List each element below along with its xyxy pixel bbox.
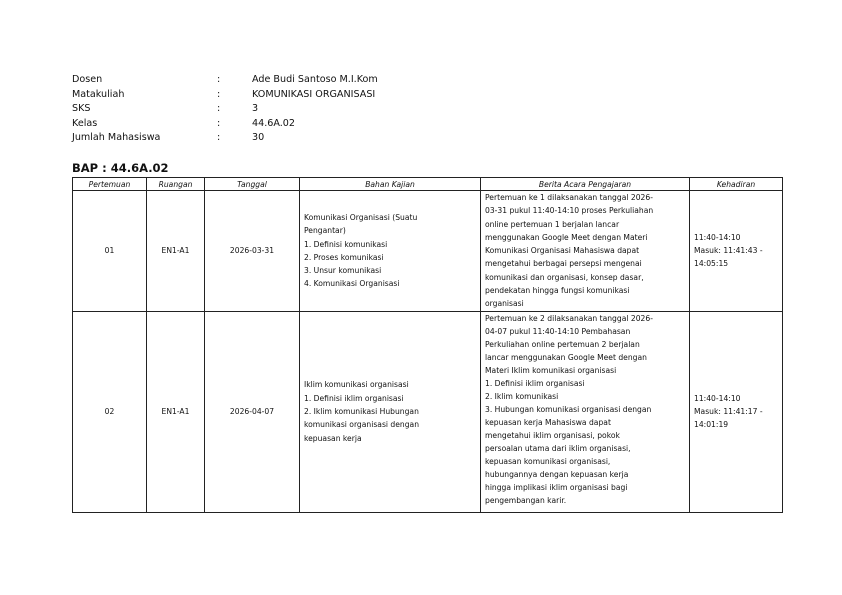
kehadiran-line: 11:40-14:10 (694, 232, 741, 242)
info-colon: : (217, 88, 221, 100)
header-berita-acara: Berita Acara Pengajaran (481, 178, 690, 191)
kehadiran-line: Masuk: 11:41:43 - (694, 246, 763, 256)
cell-kehadiran (690, 191, 783, 312)
berita-line: hingga implikasi iklim organisasi bagi (485, 482, 628, 492)
berita-line: pendekatan hingga fungsi komunikasi (485, 286, 630, 296)
info-value: 3 (252, 103, 259, 115)
bahan-line: 2. Iklim komunikasi Hubungan (304, 407, 419, 417)
bahan-line: 2. Proses komunikasi (304, 252, 384, 262)
cell-bahan-kajian (300, 191, 481, 312)
info-colon: : (217, 117, 221, 129)
cell-ruangan: EN1-A1 (147, 191, 205, 312)
header-bahan-kajian: Bahan Kajian (300, 178, 481, 191)
info-colon: : (217, 132, 221, 144)
bahan-line: 4. Komunikasi Organisasi (304, 279, 400, 289)
berita-line: Pertemuan ke 2 dilaksanakan tanggal 2026- (485, 313, 653, 323)
berita-line: 1. Definisi iklim organisasi (485, 378, 585, 388)
table-row (73, 311, 783, 512)
berita-line: pengembangan karir. (485, 495, 567, 505)
cell-berita-acara (481, 311, 690, 512)
cell-kehadiran (690, 311, 783, 512)
berita-line: 03-31 pukul 11:40-14:10 proses Perkuliahan (485, 206, 654, 216)
cell-tanggal: 2026-03-31 (205, 191, 300, 312)
berita-line: persoalan utama dari iklim organisasi, (485, 443, 631, 453)
bahan-line: 3. Unsur komunikasi (304, 266, 382, 276)
berita-line: Perkuliahan online pertemuan 2 berjalan (485, 339, 640, 349)
info-colon: : (217, 74, 221, 85)
kehadiran-line: 14:05:15 (694, 259, 729, 269)
bahan-line: kepuasan kerja (304, 433, 362, 443)
info-label: Kelas (72, 117, 98, 129)
berita-line: kepuasan komunikasi organisasi, (485, 456, 611, 466)
bahan-line: 1. Definisi iklim organisasi (304, 393, 404, 403)
bahan-line: 1. Definisi komunikasi (304, 239, 388, 249)
berita-line: 3. Hubungan komunikasi organisasi dengan (485, 404, 652, 414)
header-ruangan: Ruangan (147, 178, 205, 191)
cell-pertemuan: 02 (73, 311, 147, 512)
info-value: 30 (252, 132, 265, 144)
berita-line: Materi Iklim komunikasi organisasi (485, 365, 617, 375)
info-colon: : (217, 103, 221, 115)
info-label: Jumlah Mahasiswa (72, 132, 161, 144)
cell-pertemuan: 01 (73, 191, 147, 312)
cell-tanggal: 2026-04-07 (205, 311, 300, 512)
berita-line: mengetahui berbagai persepsi mengenai (485, 259, 642, 269)
bahan-line: Komunikasi Organisasi (Suatu (304, 212, 418, 222)
berita-line: Komunikasi Organisasi Mahasiswa dapat (485, 246, 640, 256)
berita-line: menggunakan Google Meet dengan Materi (485, 232, 648, 242)
header-pertemuan: Pertemuan (73, 178, 147, 191)
berita-line: kepuasan kerja Mahasiswa dapat (485, 417, 611, 427)
info-value: KOMUNIKASI ORGANISASI (252, 88, 376, 100)
table-header-row (73, 178, 783, 191)
berita-line: Pertemuan ke 1 dilaksanakan tanggal 2026- (485, 193, 653, 202)
kehadiran-line: 11:40-14:10 (694, 393, 741, 403)
berita-line: lancar menggunakan Google Meet dengan (485, 352, 647, 362)
info-label: Dosen (72, 74, 103, 85)
bap-title: BAP : 44.6A.02 (72, 161, 169, 175)
bap-table (72, 177, 783, 513)
bahan-line: komunikasi organisasi dengan (304, 420, 420, 430)
berita-line: 04-07 pukul 11:40-14:10 Pembahasan (485, 326, 631, 336)
info-label: Matakuliah (72, 88, 125, 100)
berita-line: hubungannya dengan kepuasan kerja (485, 469, 629, 479)
info-label: SKS (72, 103, 91, 115)
cell-bahan-kajian (300, 311, 481, 512)
bahan-line: Pengantar) (304, 226, 346, 236)
kehadiran-line: 14:01:19 (694, 420, 729, 430)
info-value: 44.6A.02 (252, 117, 296, 129)
berita-line: komunikasi dan organisasi, konsep dasar, (485, 272, 644, 282)
berita-line: mengetahui iklim organisasi, pokok (485, 430, 620, 440)
bahan-line: Iklim komunikasi organisasi (304, 380, 409, 390)
table-row (73, 191, 783, 312)
header-tanggal: Tanggal (205, 178, 300, 191)
berita-line: online pertemuan 1 berjalan lancar (485, 219, 620, 229)
berita-line: 2. Iklim komunikasi (485, 391, 559, 401)
header-kehadiran: Kehadiran (690, 178, 783, 191)
kehadiran-line: Masuk: 11:41:17 - (694, 407, 763, 417)
info-value: Ade Budi Santoso M.I.Kom (252, 74, 378, 85)
berita-line: organisasi (485, 299, 524, 309)
cell-ruangan: EN1-A1 (147, 311, 205, 512)
cell-berita-acara (481, 191, 690, 312)
